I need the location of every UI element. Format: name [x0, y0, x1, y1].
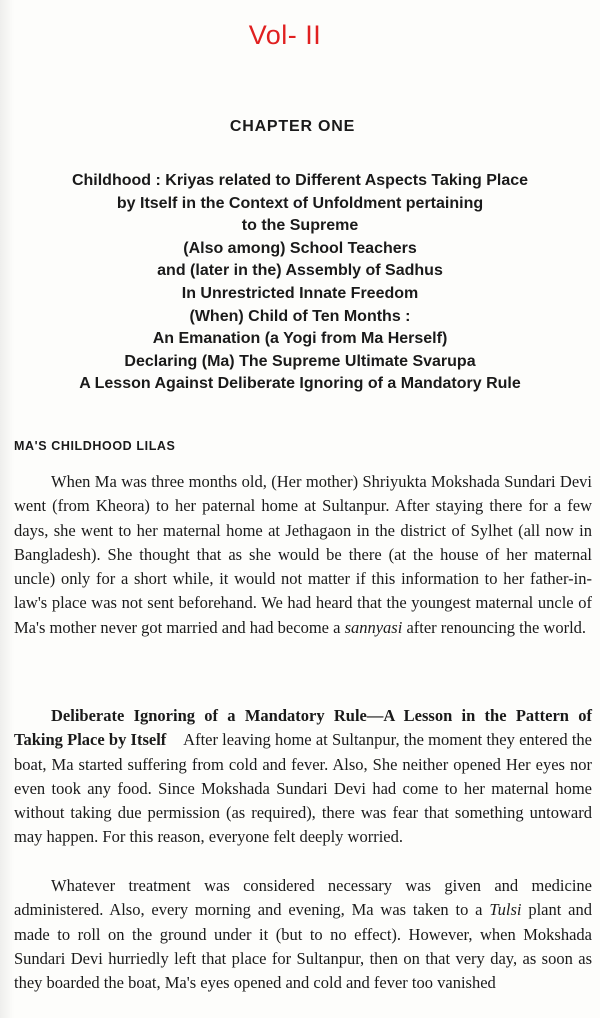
subtitle-line: In Unrestricted Innate Freedom	[181, 284, 419, 302]
chapter-title: CHAPTER ONE	[229, 118, 356, 135]
subtitle-line: (Also among) School Teachers	[183, 239, 417, 257]
subtitle-line: Declaring (Ma) The Supreme Ultimate Svarupa	[124, 352, 476, 370]
subtitle-line: A Lesson Against Deliberate Ignoring of a Mandatory Rule	[79, 375, 521, 393]
paragraph-1-text-a: When Ma was three months old, (Her mother) Shriyukta Mokshada Sundari Devi went (from Kheora) to her paternal home at Sultanpur. After staying there for a few days, she went to her maternal home at Jethagaon in the district of Sylhet (all now in Bangladesh). She thought that as she would be there (at the house of her maternal uncle) only for a short while, it would not matter if this information to her father-in-law's place was not sent beforehand. We had heard that the youngest maternal uncle of Ma's mother never got married and had become a	[14, 472, 592, 637]
paragraph-3-text-a: Whatever treatment was considered necessary was given and medicine administered. Also, every morning and evening, Ma was taken to a	[14, 876, 592, 920]
paragraph-2-run-in-heading: Deliberate Ignoring of a Mandatory Rule—A Lesson in the Pattern of Taking Place by Itself	[14, 706, 592, 750]
subtitle-line: to the Supreme	[241, 217, 359, 235]
volume-label: Vol- II	[248, 20, 322, 50]
paragraph-1	[14, 470, 592, 640]
scan-edge-shadow	[0, 0, 14, 1018]
paragraph-2	[14, 704, 592, 850]
paragraph-1-italic-term: sannyasi	[344, 617, 403, 637]
chapter-subtitle	[10, 170, 590, 396]
subtitle-line: (When) Child of Ten Months :	[189, 307, 411, 325]
paragraph-3-italic-term: Tulsi	[489, 900, 522, 920]
subtitle-line: Childhood : Kriyas related to Different Aspects Taking Place	[71, 172, 529, 189]
paragraph-3-text-b: plant and made to roll on the ground under it (but to no effect). However, when Mokshada Sundari Devi hurriedly left that place for Sultanpur, then on that very day, as soon as they boarded the boat, Ma's eyes opened and cold and fever too vanished	[14, 900, 592, 993]
paragraph-3	[14, 874, 592, 995]
subtitle-line: An Emanation (a Yogi from Ma Herself)	[152, 330, 448, 348]
paragraph-1-text-b: after renouncing the world.	[402, 617, 587, 637]
paragraph-2-text: After leaving home at Sultanpur, the moment they entered the boat, Ma started suffering from cold and fever. Also, She neither opened Her eyes nor even took any food. Since Mokshada Sundari Devi had come to her maternal home without taking due permission (as required), there was fear that something untoward may happen. For this reason, everyone felt deeply worried.	[14, 730, 593, 847]
subtitle-line: and (later in the) Assembly of Sadhus	[157, 262, 443, 280]
subtitle-line: by Itself in the Context of Unfoldment pertaining	[116, 194, 484, 212]
section-heading: MA'S CHILDHOOD LILAS	[14, 439, 176, 453]
